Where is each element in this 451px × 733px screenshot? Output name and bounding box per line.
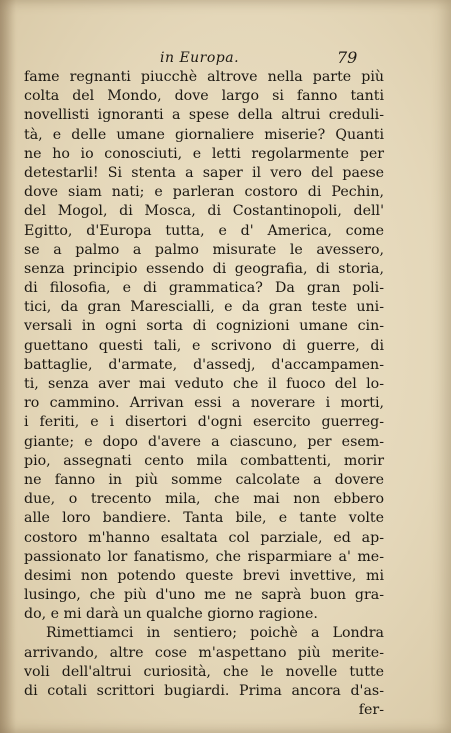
page-header: [0, 50, 451, 70]
text-line: Egitto, d'Europa tutta, e d' America, come: [24, 222, 384, 239]
text-line: voli dell'altrui curiosità, che le novelle tutte: [24, 663, 384, 680]
text-line: colta del Mondo, dove largo si fanno tanti: [24, 88, 384, 105]
text-line: dove siam nati; e parleran costoro di Pechin,: [24, 184, 384, 201]
text-line: ti, senza aver mai veduto che il fuoco del lo-: [24, 376, 384, 392]
text-line: di filosofia, e di grammatica? Da gran poli-: [24, 280, 384, 297]
text-line: desimi non potendo queste brevi invettive, mi: [24, 567, 384, 584]
text-line: guettano questi tali, e scrivono di guerre, di: [24, 337, 384, 354]
text-line: se a palmo a palmo misurate le avessero,: [24, 241, 384, 258]
text-line: costoro m'hanno esaltata col parziale, ed ap-: [24, 529, 384, 546]
text-line: detestarli! Si stenta a saper il vero del paese: [24, 164, 384, 181]
text-line: ne ho io conosciuti, e letti regolarmente per: [24, 145, 384, 162]
text-line: arrivando, altre cose m'aspettano più merite-: [24, 644, 384, 661]
text-line: do, e mi darà un qualche giorno ragione.: [24, 606, 318, 623]
text-line: due, o trecento mila, che mai non ebbero: [24, 491, 384, 508]
text-line: pio, assegnati cento mila combattenti, morir: [24, 452, 384, 469]
text-line: ne fanno in più somme calcolate a dovere: [24, 471, 384, 488]
text-line: del Mogol, di Mosca, di Costantinopoli, dell': [24, 203, 384, 220]
gutter-shadow: [0, 0, 16, 733]
text-line: fer-: [358, 702, 384, 719]
text-line: i feriti, e i disertori d'ogni esercito guerreg-: [24, 414, 384, 431]
text-line: Rimettiamci in sentiero; poichè a Londra: [46, 625, 384, 642]
text-line: giante; e dopo d'avere a ciascuno, per esem-: [24, 433, 384, 450]
text-line: alle loro bandiere. Tanta bile, e tante volte: [24, 510, 384, 527]
text-line: novellisti ignoranti a spese della altrui creduli-: [24, 107, 384, 124]
text-line: senza principio essendo di geografia, di storia,: [24, 260, 384, 277]
text-line: tà, e delle umane giornaliere miserie? Quanti: [24, 126, 384, 143]
text-line: ro cammino. Arrivan essi a noverare i morti,: [24, 395, 384, 412]
text-line: battaglie, d'armate, d'assedj, d'accampamen-: [24, 356, 384, 373]
text-line: fame regnanti piucchè altrove nella parte più: [24, 69, 384, 85]
text-line: di cotali scrittori bugiardi. Prima ancora d'as-: [24, 683, 384, 699]
page-number: 79: [337, 48, 358, 67]
text-line: passionato lor fanatismo, che risparmiare a' me-: [24, 548, 384, 565]
text-line: tici, da gran Marescialli, e da gran teste uni-: [24, 299, 384, 316]
running-title: in Europa.: [160, 50, 240, 66]
body-text: [24, 68, 384, 720]
text-line: versali in ogni sorta di cognizioni umane cin-: [24, 318, 384, 335]
text-line: lusingo, che più d'uno me ne saprà buon gra-: [24, 587, 384, 604]
